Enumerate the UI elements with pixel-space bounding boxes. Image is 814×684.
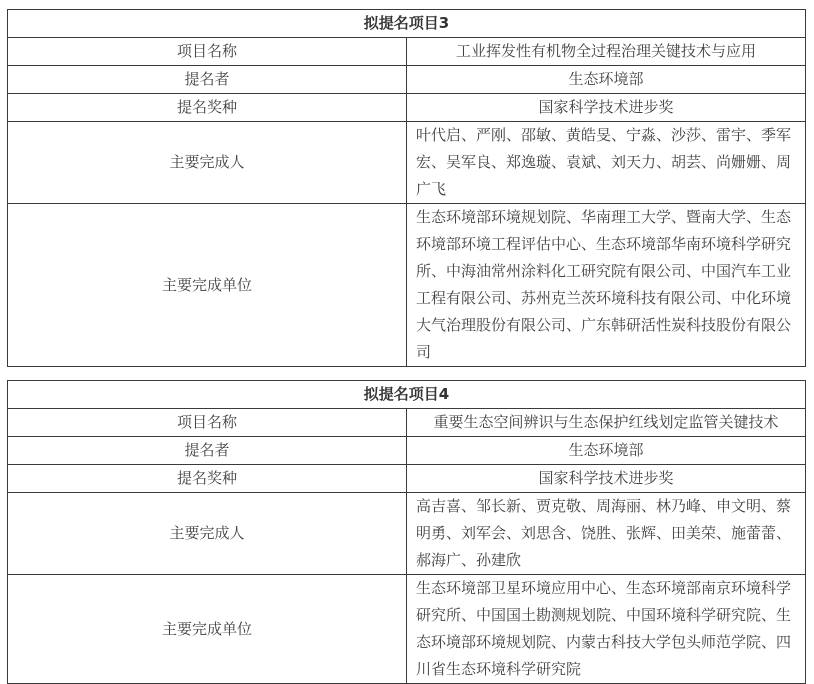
row-value-project-name: 重要生态空间辨识与生态保护红线划定监管关键技术	[407, 409, 806, 437]
row-label-nominator: 提名者	[8, 437, 407, 465]
row-value-nominator: 生态环境部	[407, 66, 806, 94]
table-row	[8, 437, 806, 465]
table-row	[8, 575, 806, 684]
row-value-award-type: 国家科学技术进步奖	[407, 465, 806, 493]
row-label-award-type: 提名奖种	[8, 465, 407, 493]
row-label-main-organizations: 主要完成单位	[8, 575, 407, 684]
table-title: 拟提名项目3	[8, 10, 806, 38]
row-label-award-type: 提名奖种	[8, 94, 407, 122]
table-row	[8, 38, 806, 66]
table-row	[8, 94, 806, 122]
table-row	[8, 66, 806, 94]
table-row	[8, 409, 806, 437]
table-title-row	[8, 381, 806, 409]
table-row	[8, 465, 806, 493]
row-value-main-contributors: 叶代启、严刚、邵敏、黄皓旻、宁淼、沙莎、雷宇、季军宏、吴军良、郑逸璇、袁斌、刘天力、胡芸、尚姗姗、周广飞	[407, 122, 806, 204]
row-value-main-organizations: 生态环境部环境规划院、华南理工大学、暨南大学、生态环境部环境工程评估中心、生态环境部华南环境科学研究所、中海油常州涂料化工研究院有限公司、中国汽车工业工程有限公司、苏州克兰茨环境科技有限公司、中化环境大气治理股份有限公司、广东韩研活性炭科技股份有限公司	[407, 204, 806, 367]
row-value-main-organizations: 生态环境部卫星环境应用中心、生态环境部南京环境科学研究所、中国国土勘测规划院、中国环境科学研究院、生态环境部环境规划院、内蒙古科技大学包头师范学院、四川省生态环境科学研究院	[407, 575, 806, 684]
table-row	[8, 122, 806, 204]
row-value-project-name: 工业挥发性有机物全过程治理关键技术与应用	[407, 38, 806, 66]
row-label-nominator: 提名者	[8, 66, 407, 94]
row-label-project-name: 项目名称	[8, 409, 407, 437]
row-label-main-organizations: 主要完成单位	[8, 204, 407, 367]
table-title: 拟提名项目4	[8, 381, 806, 409]
nomination-table-project-3	[7, 9, 806, 367]
row-label-main-contributors: 主要完成人	[8, 122, 407, 204]
row-label-project-name: 项目名称	[8, 38, 407, 66]
table-title-row	[8, 10, 806, 38]
table-row	[8, 204, 806, 367]
nomination-table-project-4	[7, 380, 806, 684]
row-label-main-contributors: 主要完成人	[8, 493, 407, 575]
table-row	[8, 493, 806, 575]
row-value-nominator: 生态环境部	[407, 437, 806, 465]
row-value-main-contributors: 高吉喜、邹长新、贾克敬、周海丽、林乃峰、申文明、蔡明勇、刘军会、刘思含、饶胜、张辉、田美荣、施蕾蕾、郝海广、孙建欣	[407, 493, 806, 575]
row-value-award-type: 国家科学技术进步奖	[407, 94, 806, 122]
